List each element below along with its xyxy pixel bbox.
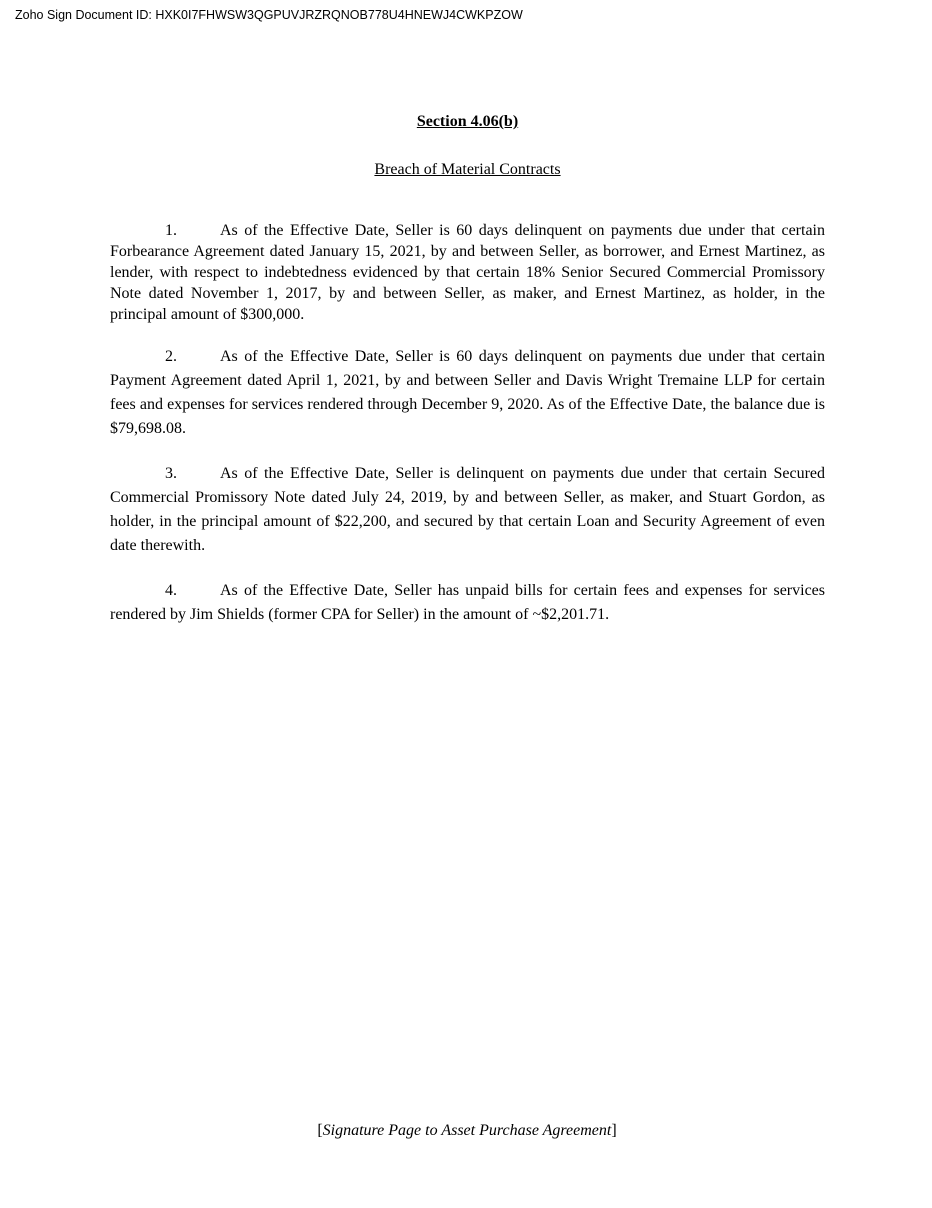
- item-text: As of the Effective Date, Seller is 60 days delinquent on payments due under that certain Forbearance Agreement dated January 15, 2021, by and between Seller, as borrower, and Ernest Martinez, as lender, with respect to indebtedness evidenced by that certain 18% Senior Secured Commercial Promissory Note dated November 1, 2017, by and between Seller, as maker, and Ernest Martinez, as holder, in the principal amount of $300,000.: [110, 222, 825, 323]
- document-id: Zoho Sign Document ID: HXK0I7FHWSW3QGPUVJRZRQNOB778U4HNEWJ4CWKPZOW: [15, 8, 523, 22]
- list-item: [110, 345, 825, 441]
- section-title: Section 4.06(b): [416, 113, 519, 130]
- list-item: [110, 220, 825, 325]
- item-number: 4.: [165, 582, 177, 599]
- item-text: As of the Effective Date, Seller has unpaid bills for certain fees and expenses for services rendered by Jim Shields (former CPA for Seller) in the amount of ~$2,201.71.: [110, 582, 825, 623]
- footer-text: Signature Page to Asset Purchase Agreement: [322, 1122, 612, 1139]
- item-number: 1.: [165, 222, 177, 239]
- footer-open-bracket: [: [317, 1122, 323, 1139]
- list-item: [110, 579, 825, 627]
- list-item: [110, 462, 825, 558]
- document-page: [110, 110, 825, 627]
- item-text: As of the Effective Date, Seller is delinquent on payments due under that certain Secured Commercial Promissory Note dated July 24, 2019, by and between Seller, as maker, and Stuart Gordon, as holder, in the principal amount of $22,200, and secured by that certain Loan and Security Agreement of even date therewith.: [110, 465, 825, 554]
- item-number: 3.: [165, 465, 177, 482]
- item-number: 2.: [165, 348, 177, 365]
- item-text: As of the Effective Date, Seller is 60 days delinquent on payments due under that certain Payment Agreement dated April 1, 2021, by and between Seller and Davis Wright Tremaine LLP for certain fees and expenses for services rendered through December 9, 2020. As of the Effective Date, the balance due is $79,698.08.: [110, 348, 825, 437]
- section-subtitle: Breach of Material Contracts: [374, 161, 561, 178]
- footer-close-bracket: ]: [611, 1122, 617, 1139]
- signature-page-footer: [0, 1119, 932, 1143]
